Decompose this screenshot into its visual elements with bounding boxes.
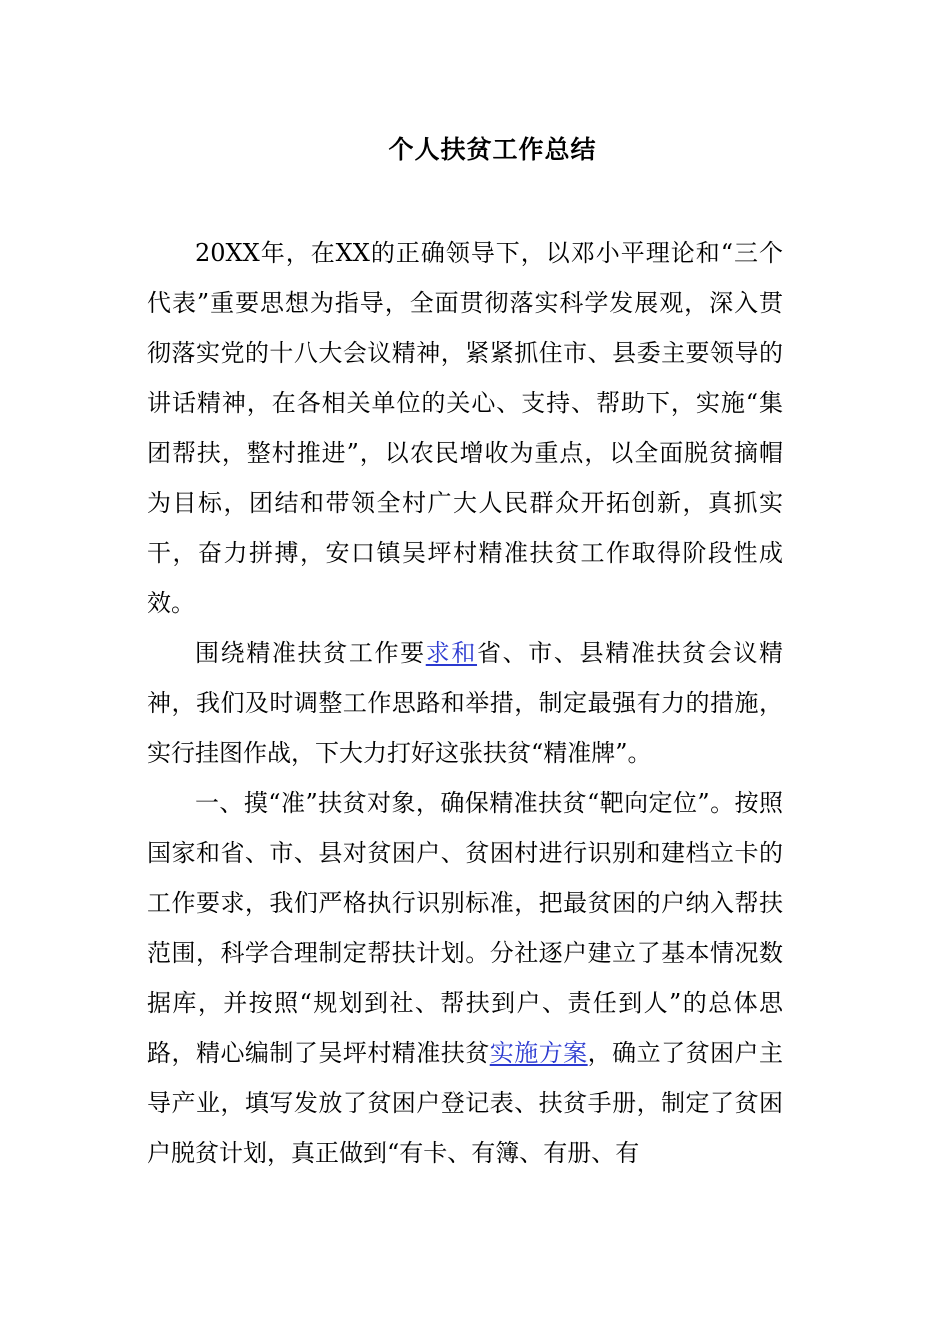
document-title: 个人扶贫工作总结 bbox=[388, 135, 597, 164]
paragraph-2-text-after: 省、市、县精准扶贫会议精神，我们及时调整工作思路和举措，制定最强有力的措施，实行挂图作战，下大力打好这张扶贫“精准牌”。 bbox=[147, 639, 784, 767]
paragraph-3-text-after: ，确立了贫困户主导产业，填写发放了贫困户登记表、扶贫手册，制定了贫困户脱贫计划，真正做到“有卡、有簿、有册、有 bbox=[147, 1039, 784, 1167]
paragraph-2 bbox=[147, 628, 783, 778]
paragraph-3-text-before: 一、摸“准”扶贫对象，确保精准扶贫“靶向定位”。按照国家和省、市、县对贫困户、贫困村进行识别和建档立卡的工作要求，我们严格执行识别标准，把最贫困的户纳入帮扶范围，科学合理制定帮扶计划。分社逐户建立了基本情况数据库，并按照“规划到社、帮扶到户、责任到人”的总体思路，精心编制了吴坪村精准扶贫 bbox=[147, 789, 783, 1067]
paragraph-2-text-before: 围绕精准扶贫工作要 bbox=[195, 639, 426, 667]
document-body bbox=[147, 228, 783, 1178]
paragraph-3 bbox=[147, 778, 783, 1178]
link-implementation-plan[interactable]: 实施方案 bbox=[489, 1039, 588, 1067]
link-qiuhe[interactable]: 求和 bbox=[425, 639, 478, 667]
paragraph-1 bbox=[147, 228, 783, 628]
paragraph-1-text: 20XX年，在XX的正确领导下，以邓小平理论和“三个代表”重要思想为指导，全面贯彻落实科学发展观，深入贯彻落实党的十八大会议精神，紧紧抓住市、县委主要领导的讲话精神，在各相关单位的关心、支持、帮助下，实施“集团帮扶，整村推进”，以农民增收为重点，以全面脱贫摘帽为目标，团结和带领全村广大人民群众开拓创新，真抓实干，奋力拼搏，安口镇吴坪村精准扶贫工作取得阶段性成效。 bbox=[147, 239, 783, 617]
